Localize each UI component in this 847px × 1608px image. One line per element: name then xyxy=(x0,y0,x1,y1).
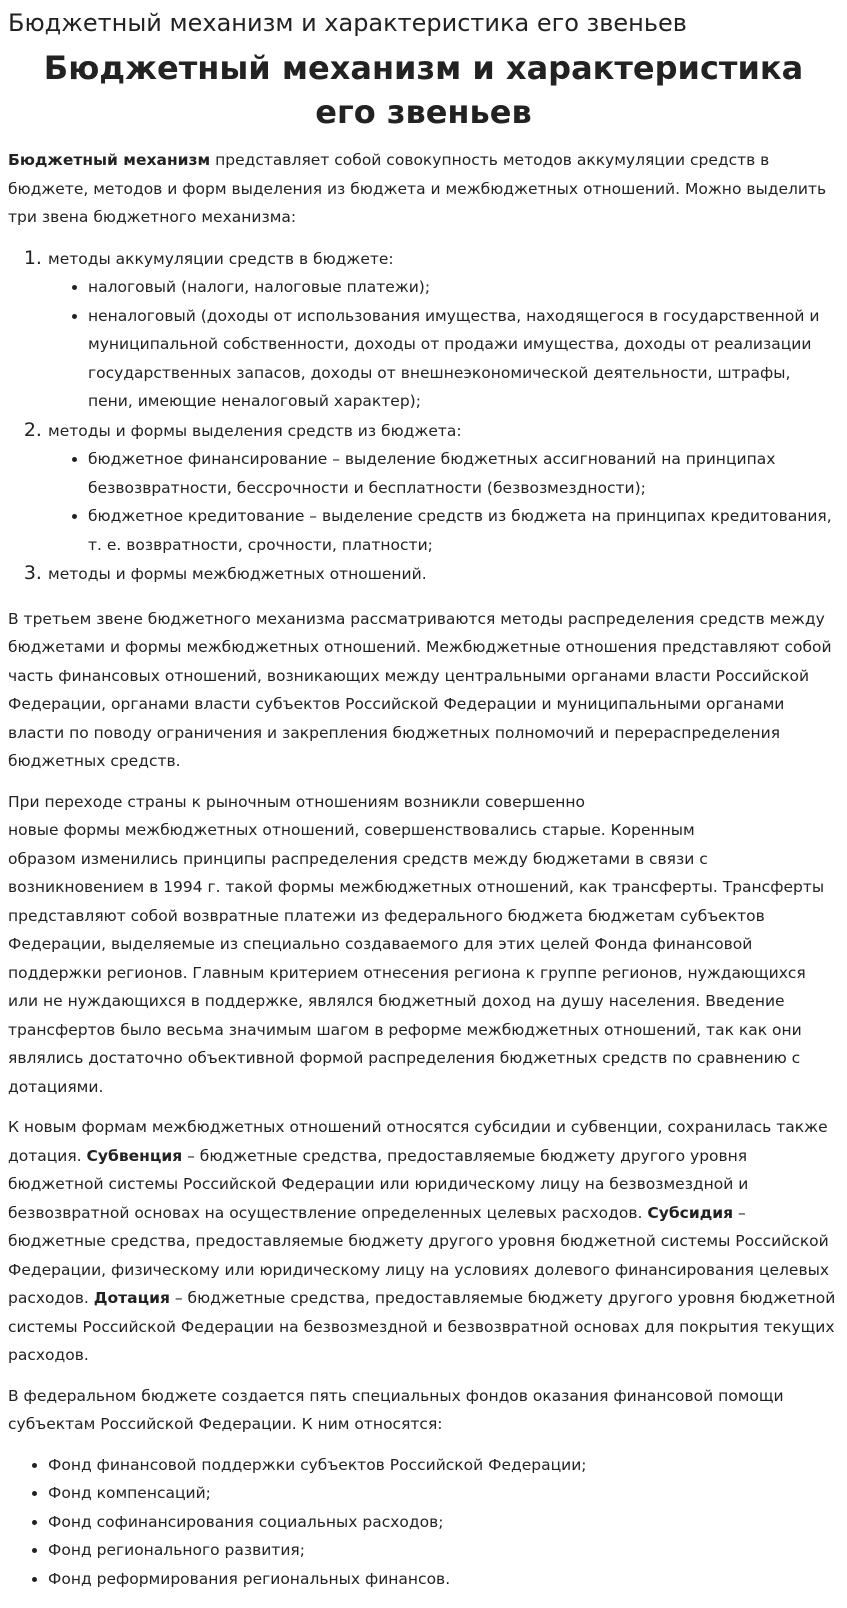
intro-text: представляет собой совокупность методов аккумуляции средств в бюджете, методов и форм выделения из бюджета и межбюджетных отношений. Можно выделить три звена бюджетного механизма: xyxy=(8,151,827,226)
transfers-line-2: новые формы межбюджетных отношений, совершенствовались старые. Коренным xyxy=(8,821,695,839)
list-item xyxy=(48,559,839,589)
forms-paragraph xyxy=(8,1113,839,1370)
list-item xyxy=(48,416,839,560)
sub-list-item: • неналоговый (доходы от использования имущества, находящегося в государственной и муниципальной собственности, доходы от продажи имущества, доходы от реализации государственных запасов, доходы от внешнеэкономической деятельности, штрафы, пени, имеющие неналоговый характер); xyxy=(88,302,839,416)
term-grant: Дотация xyxy=(93,1289,170,1307)
list-item: • Фонд регионального развития; xyxy=(48,1536,839,1565)
sub-list-item: • бюджетное кредитование – выделение средств из бюджета на принципах кредитования, т. е. возвратности, срочности, платности; xyxy=(88,502,839,559)
transfers-rest: образом изменились принципы распределения средств между бюджетами в связи с возникновением в 1994 г. такой формы межбюджетных отношений, как трансферты. Трансферты представляют собой возвратные платежи из федерального бюджета бюджетам субъектов Федерации, выделяемые из специально создаваемого для этих целей Фонда финансовой поддержки регионов. Главным критерием отнесения региона к группе регионов, нуждающихся или не нуждающихся в поддержке, являлся бюджетный доход на душу населения. Введение трансфертов было весьма значимым шагом в реформе межбюджетных отношений, так как они являлись достаточно объективной формой распределения бюджетных средств по сравнению с дотациями. xyxy=(8,849,825,1096)
funds-list xyxy=(8,1451,839,1594)
intro-paragraph xyxy=(8,146,839,232)
page-title xyxy=(8,46,839,134)
page-title-line-2: его звеньев xyxy=(315,93,532,131)
mechanism-links-list xyxy=(8,244,839,589)
list-item xyxy=(48,244,839,416)
forms-text-4: – бюджетные средства, предоставляемые бюджету другого уровня бюджетной системы Российской Федерации на безвозмездной и безвозвратной основах для покрытия текущих расходов. xyxy=(8,1289,836,1364)
term-subsidy: Субсидия xyxy=(647,1203,734,1222)
third-link-paragraph: В третьем звене бюджетного механизма рассматриваются методы распределения средств между бюджетами и формы межбюджетных отношений. Межбюджетные отношения представляют собой часть финансовых отношений, возникающих между центральными органами власти Российской Федерации, органами власти субъектов Российской Федерации и муниципальными органами власти по поводу ограничения и закрепления бюджетных полномочий и перераспределения бюджетных средств. xyxy=(8,609,832,770)
transfers-line-1: При переходе страны к рыночным отношениям возникли совершенно xyxy=(8,792,586,811)
sub-list-item: • налоговый (налоги, налоговые платежи); xyxy=(88,273,839,302)
list-item-label: методы и формы выделения средств из бюджета: xyxy=(48,421,462,440)
sub-list xyxy=(48,273,839,416)
sub-list xyxy=(48,445,839,559)
list-item: • Фонд софинансирования социальных расходов; xyxy=(48,1508,839,1537)
page-header: Бюджетный механизм и характеристика его звеньев xyxy=(8,9,687,37)
term-subvention: Субвенция xyxy=(86,1146,183,1165)
list-item-label: методы аккумуляции средств в бюджете: xyxy=(48,249,394,268)
list-item-label: методы и формы межбюджетных отношений. xyxy=(48,565,427,583)
list-item: • Фонд финансовой поддержки субъектов Российской Федерации; xyxy=(48,1451,839,1480)
list-item: • Фонд реформирования региональных финансов. xyxy=(48,1565,839,1594)
funds-paragraph: В федеральном бюджете создается пять специальных фондов оказания финансовой помощи субъектам Российской Федерации. К ним относятся: xyxy=(8,1386,784,1433)
sub-list-item: • бюджетное финансирование – выделение бюджетных ассигнований на принципах безвозвратности, бессрочности и бесплатности (безвозмездности); xyxy=(88,445,839,502)
intro-term: Бюджетный механизм xyxy=(8,151,211,169)
list-item: • Фонд компенсаций; xyxy=(48,1479,839,1508)
page-title-line-1: Бюджетный механизм и характеристика xyxy=(43,49,804,87)
transfers-paragraph xyxy=(8,788,839,1102)
forms-text-3: – бюджетные средства, предоставляемые бюджету другого уровня бюджетной системы Российской Федерации, физическому или юридическому лицу на условиях долевого финансирования целевых расходов. xyxy=(8,1203,830,1307)
forms-text-2: – бюджетные средства, предоставляемые бюджету другого уровня бюджетной системы Российской Федерации или юридическому лицу на безвозмездной и безвозвратной основах на осуществление определенных целевых расходов. xyxy=(8,1146,749,1222)
forms-text-1: К новым формам межбюджетных отношений относятся субсидии и субвенции, сохранилась также дотация. xyxy=(8,1118,828,1165)
